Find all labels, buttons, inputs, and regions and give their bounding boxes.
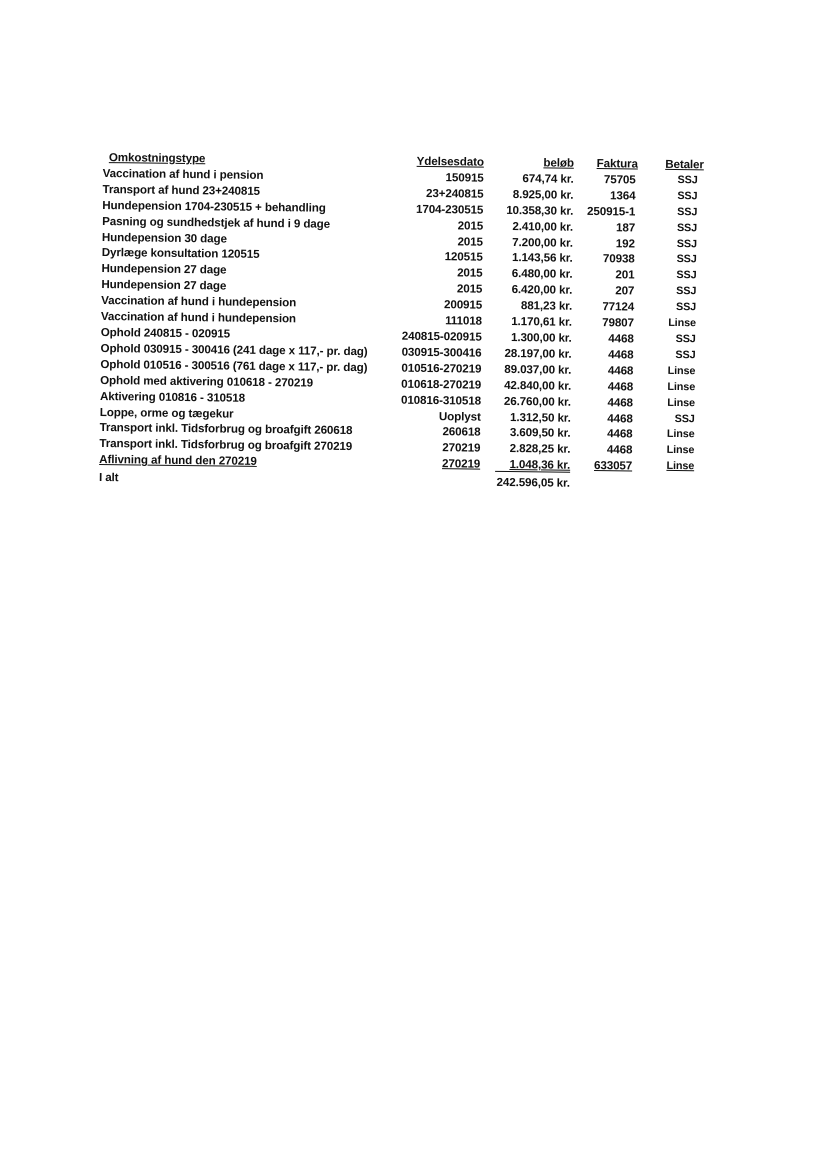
cell-cost-type: Hundepension 27 dage <box>101 278 227 293</box>
cell-amount: 26.760,00 kr. <box>503 394 572 409</box>
cell-amount: 42.840,00 kr. <box>504 378 572 393</box>
cell-amount: 1.170,61 kr. <box>511 315 573 329</box>
cell-amount: 2.828,25 kr. <box>509 442 571 457</box>
cell-cost-type: Vaccination af hund i hundepension <box>100 310 297 326</box>
cell-invoice: 4468 <box>607 379 634 394</box>
cell-cost-type: Ophold 030915 - 300416 (241 dage x 117,- pr. dag) <box>100 341 368 359</box>
total-empty-payer <box>638 475 704 494</box>
cell-invoice: 77124 <box>602 300 635 314</box>
cell-payer: SSJ <box>675 348 696 362</box>
cell-cost-type: Dyrlæge konsultation 120515 <box>101 246 260 262</box>
cell-cost-type: Hundepension 30 dage <box>101 230 227 246</box>
cell-amount: 2.410,00 kr. <box>512 219 574 234</box>
cell-cost-type: Hundepension 27 dage <box>101 262 227 277</box>
cell-service-date: 2015 <box>457 218 484 233</box>
header-service-date: Ydelsesdato <box>416 154 484 169</box>
cell-service-date: 200915 <box>443 298 483 312</box>
cell-payer: Linse <box>666 428 695 441</box>
cell-service-date: 2015 <box>456 282 483 296</box>
cell-service-date: 010618-270219 <box>401 377 482 392</box>
cell-cost-type: Ophold 240815 - 020915 <box>100 325 231 341</box>
cell-invoice: 4468 <box>608 332 634 346</box>
cell-invoice: 1364 <box>609 189 636 203</box>
cell-amount: 89.037,00 kr. <box>504 362 572 377</box>
cost-table <box>99 150 708 493</box>
cell-payer: SSJ <box>676 253 697 266</box>
cost-table-wrapper <box>99 150 708 493</box>
cell-amount: 7.200,00 kr. <box>512 235 573 250</box>
cell-invoice: 192 <box>615 236 635 251</box>
cell-amount: 674,74 kr. <box>522 172 574 186</box>
cell-payer: SSJ <box>676 269 697 282</box>
header-payer: Betaler <box>665 157 704 172</box>
total-label: I alt <box>98 471 119 485</box>
cell-invoice: 4468 <box>606 443 633 457</box>
header-amount: beløb <box>543 156 574 170</box>
cell-service-date: 270219 <box>442 441 481 455</box>
cell-cost-type: Hundepension 1704-230515 + behandling <box>102 198 326 215</box>
cell-service-date: 2015 <box>457 234 483 249</box>
cell-payer: SSJ <box>676 221 698 234</box>
cell-service-date: 240815-020915 <box>401 329 482 344</box>
cell-invoice: 4468 <box>608 348 634 362</box>
cell-invoice: 4468 <box>607 427 633 441</box>
total-amount: 242.596,05 kr. <box>496 475 571 490</box>
cell-payer: SSJ <box>675 332 696 346</box>
cell-invoice: 633057 <box>594 459 633 473</box>
cell-payer: Linse <box>666 444 695 457</box>
cell-cost-type: Loppe, orme og tægekur <box>99 405 234 421</box>
cell-service-date: 010816-310518 <box>400 393 482 408</box>
cell-amount: 6.480,00 kr. <box>511 267 573 282</box>
cell-service-date: 2015 <box>457 266 483 280</box>
cell-invoice: 70938 <box>602 252 635 266</box>
cell-payer: SSJ <box>675 301 697 314</box>
cell-invoice: 4468 <box>607 411 633 425</box>
cell-amount <box>480 457 570 474</box>
total-empty-date <box>384 472 480 491</box>
cell-payer: Linse <box>667 364 696 378</box>
cell-cost-type: Ophold 010516 - 300516 (761 dage x 117,- pr. dag) <box>100 357 368 375</box>
cell-service-date: 150915 <box>445 171 484 185</box>
cell-service-date: Uoplyst <box>438 409 481 424</box>
cell-service-date: 1704-230515 <box>415 202 484 217</box>
cell-cost-type: Vaccination af hund i hundepension <box>101 294 297 310</box>
cell-service-date: 120515 <box>444 250 483 265</box>
cell-invoice: 207 <box>615 284 635 298</box>
cell-amount: 8.925,00 kr. <box>512 187 574 202</box>
cell-amount: 1.312,50 kr. <box>509 410 571 425</box>
cell-service-date: 270219 <box>442 457 481 471</box>
cell-payer: Linse <box>667 380 696 393</box>
header-invoice: Faktura <box>596 157 638 171</box>
cell-invoice: 201 <box>615 268 635 282</box>
cell-invoice: 187 <box>615 220 636 235</box>
total-empty-invoice <box>570 474 638 493</box>
cell-amount: 1.143,56 kr. <box>511 251 573 266</box>
cell-cost-type: Aktivering 010816 - 310518 <box>99 389 246 405</box>
cell-invoice: 79807 <box>602 316 635 330</box>
cell-cost-type: Aflivning af hund den 270219 <box>99 453 257 469</box>
cell-payer: Linse <box>667 396 696 409</box>
cell-payer: SSJ <box>676 237 697 250</box>
cell-invoice: 75705 <box>603 173 636 187</box>
cell-payer: SSJ <box>677 173 698 187</box>
header-cost-type: Omkostningstype <box>108 151 206 166</box>
cell-amount: 1.300,00 kr. <box>510 330 572 345</box>
cell-cost-type: Vaccination af hund i pension <box>102 166 264 182</box>
cell-amount: 6.420,00 kr. <box>511 283 573 297</box>
cell-service-date: 23+240815 <box>425 186 484 201</box>
cell-invoice: 4468 <box>607 363 634 378</box>
cell-service-date: 030915-300416 <box>401 345 482 360</box>
cell-cost-type: Transport inkl. Tidsforbrug og broafgift 270219 <box>99 437 353 454</box>
cell-cost-type: Transport af hund 23+240815 <box>102 182 261 198</box>
cell-payer: SSJ <box>677 205 698 218</box>
cell-amount: 10.358,30 kr. <box>506 203 574 218</box>
cell-payer: Linse <box>668 316 697 330</box>
cell-service-date: 260618 <box>442 425 481 440</box>
cell-amount: 881,23 kr. <box>520 299 573 313</box>
cell-amount: 3.609,50 kr. <box>509 426 571 441</box>
cell-amount-value: 1.048,36 kr. <box>495 458 570 473</box>
cell-service-date: 010516-270219 <box>401 361 482 376</box>
cell-amount: 28.197,00 kr. <box>504 346 572 361</box>
cell-payer: Linse <box>666 460 695 473</box>
cell-payer: SSJ <box>677 189 698 203</box>
cell-payer: SSJ <box>674 412 695 425</box>
cell-service-date: 111018 <box>445 314 483 328</box>
cell-invoice: 4468 <box>607 395 634 410</box>
cell-cost-type: Transport inkl. Tidsforbrug og broafgift 260618 <box>99 421 353 438</box>
cell-payer: SSJ <box>676 285 697 298</box>
cell-cost-type: Pasning og sundhedstjek af hund i 9 dage <box>102 214 331 231</box>
cell-cost-type: Ophold med aktivering 010618 - 270219 <box>100 373 314 390</box>
cell-invoice: 250915-1 <box>587 204 636 219</box>
